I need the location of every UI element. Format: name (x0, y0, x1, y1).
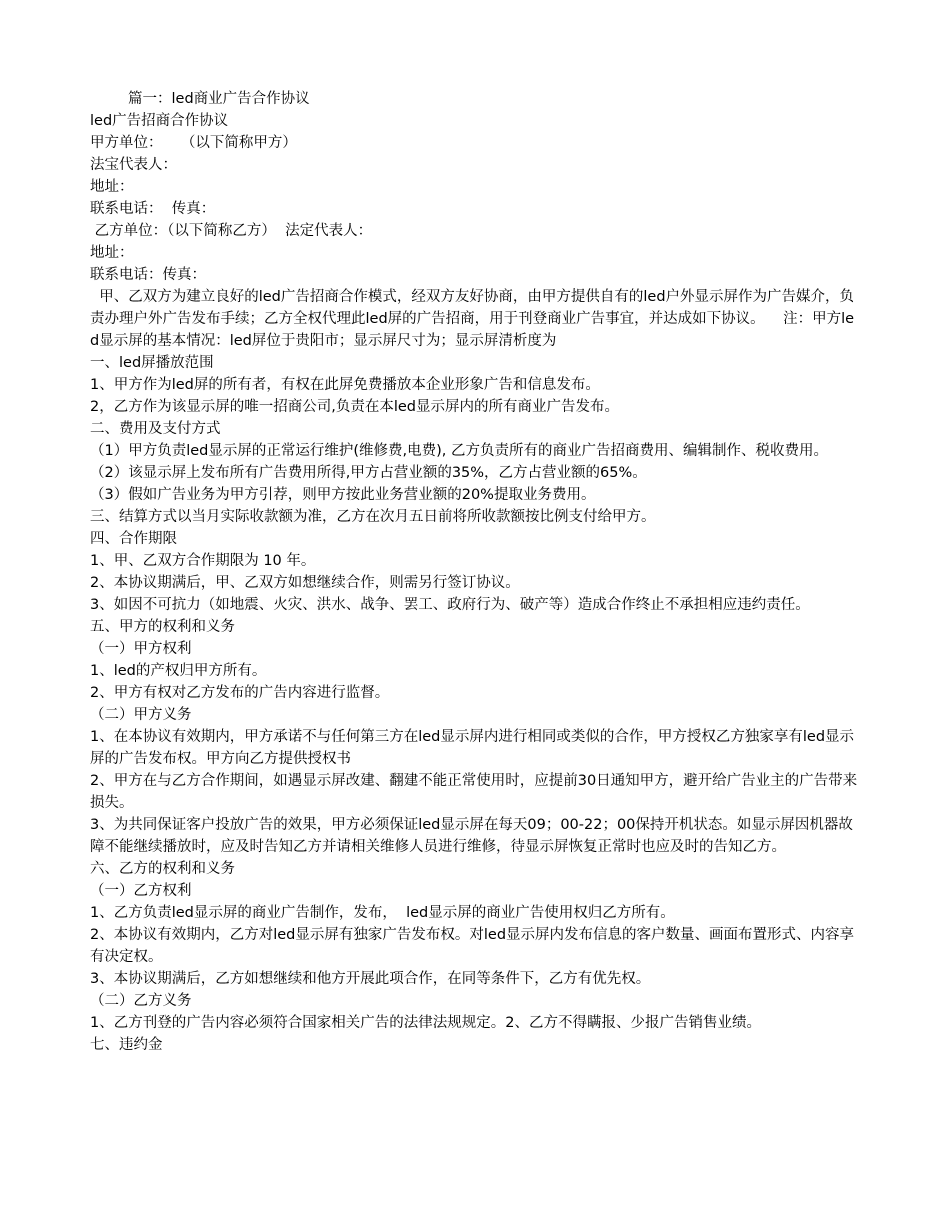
paragraph-line: 2、甲方在与乙方合作期间，如遇显示屏改建、翻建不能正常使用时，应提前30日通知甲方，避开给广告业主的广告带来损失。 (90, 773, 858, 811)
paragraph-line: 3、为共同保证客户投放广告的效果，甲方必须保证led显示屏在每天09；00-22；00保持开机状态。如显示屏因机器故障不能继续播放时，应及时告知乙方并请相关维修人员进行维修，待显示屏恢复正常时也应及时的告知乙方。 (90, 817, 853, 855)
paragraph-line: 六、乙方的权利和义务 (90, 861, 235, 877)
paragraph-line: （1）甲方负责led显示屏的正常运行维护(维修费,电费), 乙方负责所有的商业广告招商费用、编辑制作、税收费用。 (90, 443, 829, 459)
paragraph-line: 二、费用及支付方式 (90, 421, 221, 437)
paragraph-line: 1、乙方负责led显示屏的商业广告制作，发布， led显示屏的商业广告使用权归乙方所有。 (90, 905, 675, 921)
paragraph-line: 地址： (90, 179, 134, 195)
paragraph-line: 联系电话：传真： (90, 267, 206, 283)
paragraph-line: 2、甲方有权对乙方发布的广告内容进行监督。 (90, 685, 390, 701)
paragraph-line: led广告招商合作协议 (90, 113, 229, 129)
paragraph-line: 1、甲、乙双方合作期限为 10 年。 (90, 553, 316, 569)
paragraph-line: （3）假如广告业务为甲方引荐，则甲方按此业务营业额的20%提取业务费用。 (90, 487, 596, 503)
paragraph-line: 法宝代表人： (90, 157, 177, 173)
document-title: 篇一：led商业广告合作协议 (128, 91, 310, 107)
paragraph-line: 五、甲方的权利和义务 (90, 619, 235, 635)
paragraph-line: （一）甲方权利 (90, 641, 192, 657)
paragraph-line: 2，乙方作为该显示屏的唯一招商公司,负责在本led显示屏内的所有商业广告发布。 (90, 399, 619, 415)
paragraph-line: 3、本协议期满后，乙方如想继续和他方开展此项合作，在同等条件下，乙方有优先权。 (90, 971, 651, 987)
paragraph-line: 甲、乙双方为建立良好的led广告招商合作模式，经双方友好协商，由甲方提供自有的led户外显示屏作为广告媒介，负责办理户外广告发布手续；乙方全权代理此led屏的广告招商，用于刊登商业广告事宜，并达成如下协议。 注：甲方led显示屏的基本情况：led屏位于贵阳市；显示屏尺寸为；显示屏清析度为 (90, 289, 855, 349)
paragraph-line: 四、合作期限 (90, 531, 177, 547)
paragraph-line: （二）甲方义务 (90, 707, 192, 723)
paragraph-line: 甲方单位： （以下简称甲方） (90, 135, 297, 151)
paragraph-line: 联系电话： 传真： (90, 201, 216, 217)
paragraph-line: （一）乙方权利 (90, 883, 192, 899)
paragraph-line: 乙方单位：（以下简称乙方） 法定代表人： (90, 223, 373, 239)
paragraph-line: 3、如因不可抗力（如地震、火灾、洪水、战争、罢工、政府行为、破产等）造成合作终止不承担相应违约责任。 (90, 597, 810, 613)
paragraph-line: 七、违约金 (90, 1037, 163, 1053)
document-body (90, 88, 860, 1056)
paragraph-line: 1、led的产权归甲方所有。 (90, 663, 267, 679)
paragraph-line: 2、本协议期满后，甲、乙双方如想继续合作，则需另行签订协议。 (90, 575, 520, 591)
paragraph-line: 1、在本协议有效期内，甲方承诺不与任何第三方在led显示屏内进行相同或类似的合作，甲方授权乙方独家享有led显示屏的广告发布权。甲方向乙方提供授权书 (90, 729, 855, 767)
paragraph-line: 一、led屏播放范围 (90, 355, 214, 371)
paragraph-line: 1、甲方作为led屏的所有者，有权在此屏免费播放本企业形象广告和信息发布。 (90, 377, 600, 393)
paragraph-line: 2、本协议有效期内，乙方对led显示屏有独家广告发布权。对led显示屏内发布信息的客户数量、画面布置形式、内容享有决定权。 (90, 927, 855, 965)
paragraph-line: 1、乙方刊登的广告内容必须符合国家相关广告的法律法规规定。2、乙方不得瞒报、少报广告销售业绩。 (90, 1015, 761, 1031)
paragraph-line: （2）该显示屏上发布所有广告费用所得,甲方占营业额的35%，乙方占营业额的65%。 (90, 465, 647, 481)
paragraph-line: 三、结算方式以当月实际收款额为准，乙方在次月五日前将所收款额按比例支付给甲方。 (90, 509, 656, 525)
paragraph-line: （二）乙方义务 (90, 993, 192, 1009)
document-lines (90, 110, 860, 1056)
paragraph-line: 地址： (90, 245, 134, 261)
